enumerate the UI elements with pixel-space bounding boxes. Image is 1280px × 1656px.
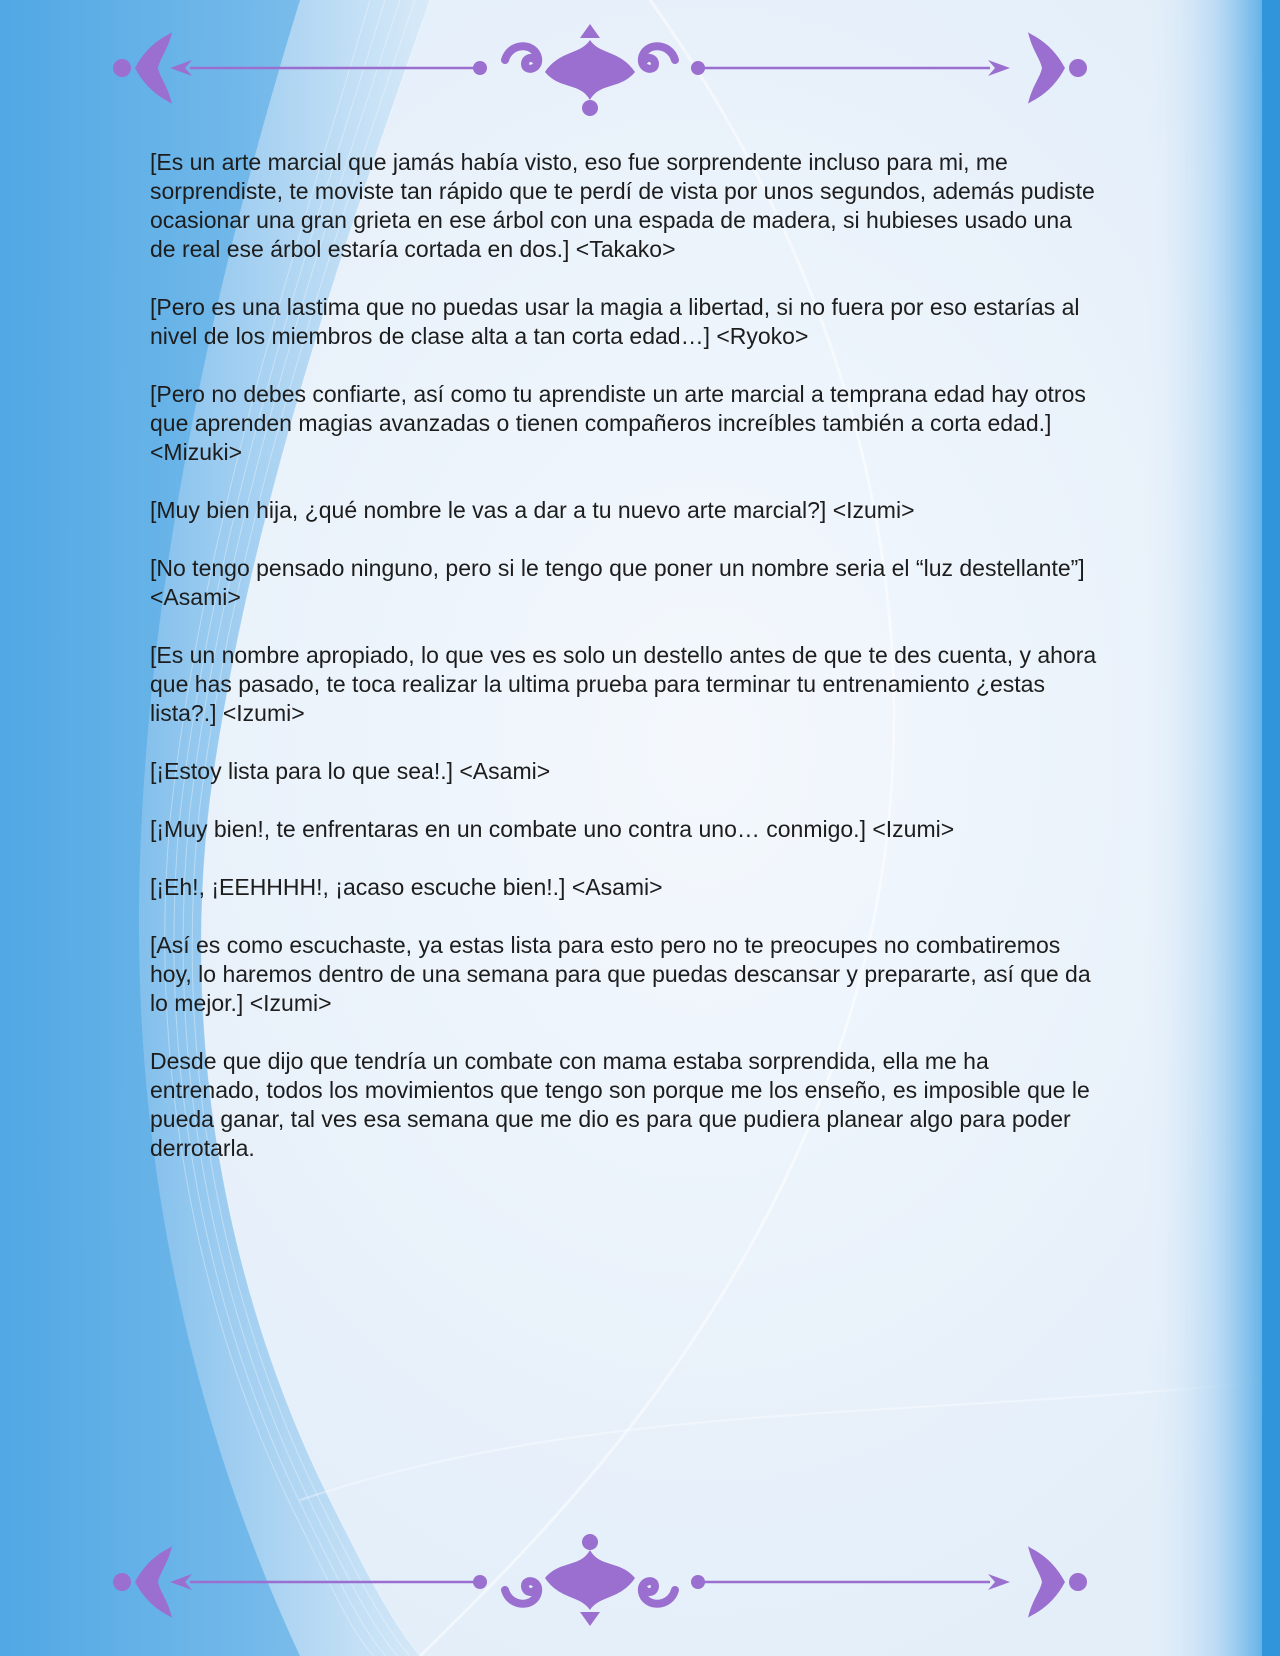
paragraph-izumi-3: [¡Muy bien!, te enfrentaras en un combate uno contra uno… conmigo.] <Izumi> xyxy=(150,816,955,842)
paragraph-izumi-4: [Así es como escuchaste, ya estas lista para esto pero no te preocupes no combatiremos hoy, lo haremos dentro de una semana para que puedas descansar y prepararte, así que da lo mejor.] <Izumi> xyxy=(150,932,1091,1016)
paragraph-takako: [Es un arte marcial que jamás había visto, eso fue sorprendente incluso para mi, me sorprendiste, te moviste tan rápido que te perdí de vista por unos segundos, además pudiste ocasionar una gran grieta en ese árbol con una espada de madera, si hubieses usado una de real ese árbol estaría cortada en dos.] <Takako> xyxy=(150,149,1095,262)
ornament-bottom xyxy=(110,1530,1090,1630)
story-text xyxy=(150,148,1100,1192)
paragraph-asami-2: [¡Estoy lista para lo que sea!.] <Asami> xyxy=(150,758,551,784)
paragraph-izumi-1: [Muy bien hija, ¿qué nombre le vas a dar a tu nuevo arte marcial?] <Izumi> xyxy=(150,497,915,523)
ornament-top xyxy=(110,20,1090,120)
paragraph-ryoko: [Pero es una lastima que no puedas usar la magia a libertad, si no fuera por eso estarías al nivel de los miembros de clase alta a tan corta edad…] <Ryoko> xyxy=(150,294,1080,349)
paragraph-asami-3: [¡Eh!, ¡EEHHHH!, ¡acaso escuche bien!.] <Asami> xyxy=(150,874,663,900)
paragraph-mizuki: [Pero no debes confiarte, así como tu aprendiste un arte marcial a temprana edad hay otros que aprenden magias avanzadas o tienen compañeros increíbles también a corta edad.] <Mizuki> xyxy=(150,381,1086,465)
paragraph-izumi-2: [Es un nombre apropiado, lo que ves es solo un destello antes de que te des cuenta, y ahora que has pasado, te toca realizar la ultima prueba para terminar tu entrenamiento ¿estas lista?.] <Izumi> xyxy=(150,642,1097,726)
paragraph-asami-1: [No tengo pensado ninguno, pero si le tengo que poner un nombre seria el “luz destellante”] <Asami> xyxy=(150,555,1085,610)
paragraph-narration: Desde que dijo que tendría un combate con mama estaba sorprendida, ella me ha entrenado, todos los movimientos que tengo son porque me los enseño, es imposible que le pueda ganar, tal ves esa semana que me dio es para que pudiera planear algo para poder derrotarla. xyxy=(150,1048,1090,1161)
